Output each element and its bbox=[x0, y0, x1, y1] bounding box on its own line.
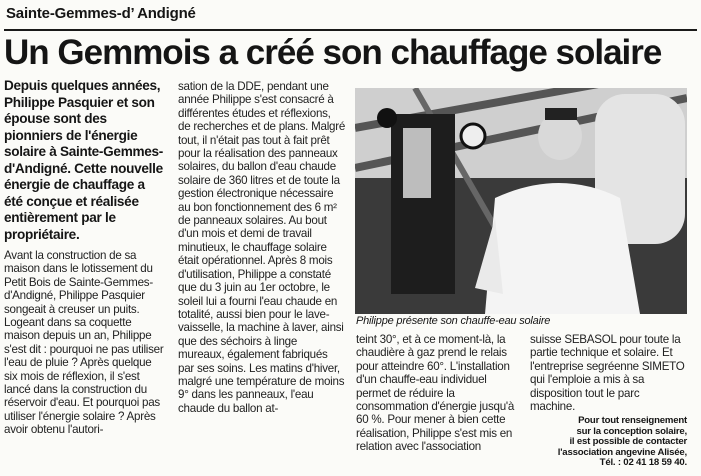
article-lede: Depuis quelques années, Philippe Pasquier et son épouse sont des pionniers de l'énergie solaire à Sainte-Gemmes-d'Andigné. Cette nouvelle énergie de chauffage a été conçue et réalisée entièrement par le propriétaire. bbox=[4, 78, 164, 242]
column-1 bbox=[4, 78, 164, 476]
column-3-body: teint 30°, et à ce moment-là, la chaudière à gaz prend le relais pour atteindre 60°. L'installation d'un chauffe-eau individuel permet de réduire la consommation d'énergie jusqu'à 60 %. Pour mener à bien cette réalisation, Philippe s'est mis en relation avec l'association bbox=[356, 333, 515, 454]
header-rule bbox=[4, 29, 697, 31]
info-phone: Tél. : 02 41 18 59 40. bbox=[599, 457, 687, 469]
column-4-body: suisse SEBASOL pour toute la partie technique et solaire. Et l'entreprise segréenne SIMETO qui l'emploie a mis à sa disposition tout le parc machine. bbox=[530, 333, 685, 413]
info-line: Pour tout renseignement bbox=[578, 415, 687, 426]
info-line: sur la conception solaire, bbox=[576, 425, 687, 437]
photo-illustration bbox=[355, 88, 687, 314]
article-headline: Un Gemmois a créé son chauffage solaire bbox=[4, 33, 662, 72]
article-photo bbox=[355, 88, 687, 314]
info-line: l'association angevine Alisée, bbox=[557, 446, 687, 458]
info-line: il est possible de contacter bbox=[569, 436, 687, 448]
column-1-body: Avant la construction de sa maison dans le lotissement du Petit Bois de Sainte-Gemmes-d'Andigné, Philippe Pasquier songeait à creuser un puits. Logeant dans sa coquette maison depuis un an, Philippe s'est dit : pourquoi ne pas utiliser l'eau de pluie ? Après quelque six mois de réflexion, il s'est lancé dans la construction du réservoir d'eau. Et pourquoi pas utiliser l'énergie solaire ? Après avoir obtenu l'autori- bbox=[4, 249, 164, 437]
info-box bbox=[529, 416, 687, 469]
photo-caption: Philippe présente son chauffe-eau solaire bbox=[356, 315, 551, 327]
article-kicker: Sainte-Gemmes-d’ Andigné bbox=[6, 5, 196, 22]
column-2-body: sation de la DDE, pendant une année Philippe s'est consacré à différentes études et réflexions, de recherches et de plans. Malgré tout, il n'était pas tout à fait prêt pour la réalisation des panneaux solaires, du ballon d'eau chaude solaire de 360 litres et de toute la gestion électronique nécessaire au bon fonctionnement des 6 m² de panneaux solaires. Au bout d'un mois et demi de travail minutieux, le chauffage solaire était opérationnel. Après 8 mois d'utilisation, Philippe a constaté que du 3 juin au 1er octobre, le soleil lui a fourni l'eau chaude en totalité, aussi bien pour le lave-vaisselle, la machine à laver, ainsi que des séchoirs à linge mureaux, également fabriqués par ses soins. Les matins d'hiver, malgré une température de moins 9° dans les panneaux, l'eau chaude du ballon at- bbox=[178, 80, 346, 415]
